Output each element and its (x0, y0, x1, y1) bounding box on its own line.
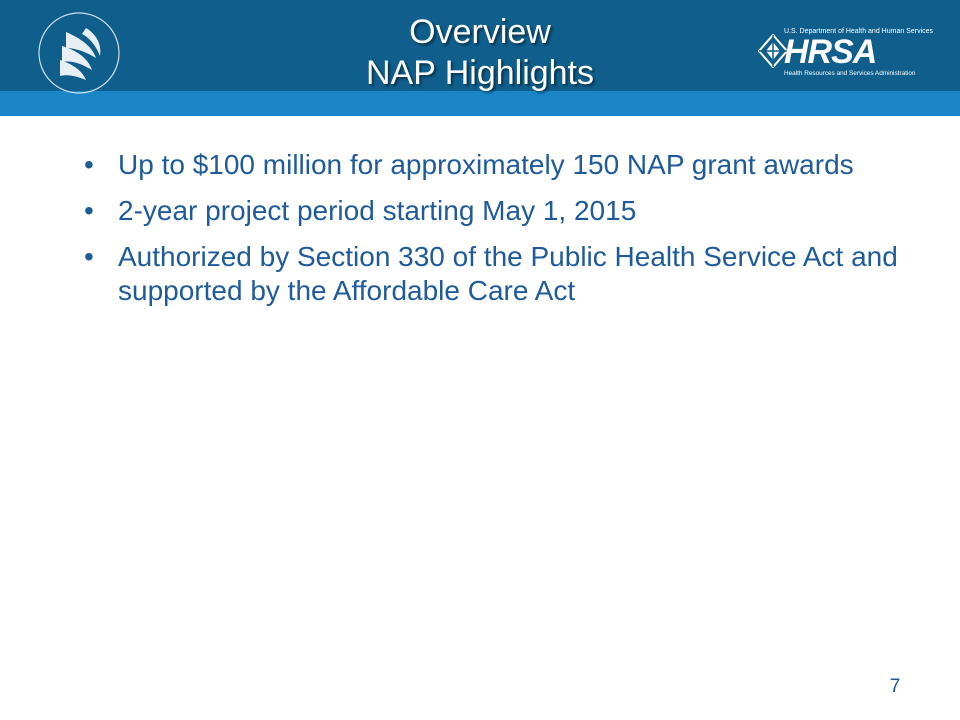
bullet-item (80, 240, 910, 308)
hrsa-wordmark: HRSA (784, 33, 877, 71)
bullet-marker: • (84, 241, 94, 272)
bullet-text: Up to $100 million for approximately 150 NAP grant awards (118, 149, 854, 180)
hhs-seal-icon (36, 10, 122, 96)
page-number: 7 (889, 676, 901, 697)
slide-header (0, 0, 960, 116)
hrsa-top-text: U.S. Department of Health and Human Services (784, 28, 934, 35)
title-line-2: NAP Highlights (365, 54, 595, 92)
slide-title (180, 12, 780, 94)
bullet-list (80, 148, 910, 320)
bullet-text: Authorized by Section 330 of the Public Health Service Act and supported by the Affordable Care Act (118, 241, 898, 306)
hrsa-logo (758, 22, 934, 82)
title-line-1: Overview (409, 13, 551, 51)
bullet-item (80, 148, 910, 182)
bullet-marker: • (84, 195, 94, 226)
bullet-text: 2-year project period starting May 1, 2015 (118, 195, 637, 226)
hrsa-bottom-text: Health Resources and Services Administration (784, 70, 916, 77)
bullet-marker: • (84, 149, 94, 180)
header-stripe (0, 91, 960, 116)
bullet-item (80, 194, 910, 228)
